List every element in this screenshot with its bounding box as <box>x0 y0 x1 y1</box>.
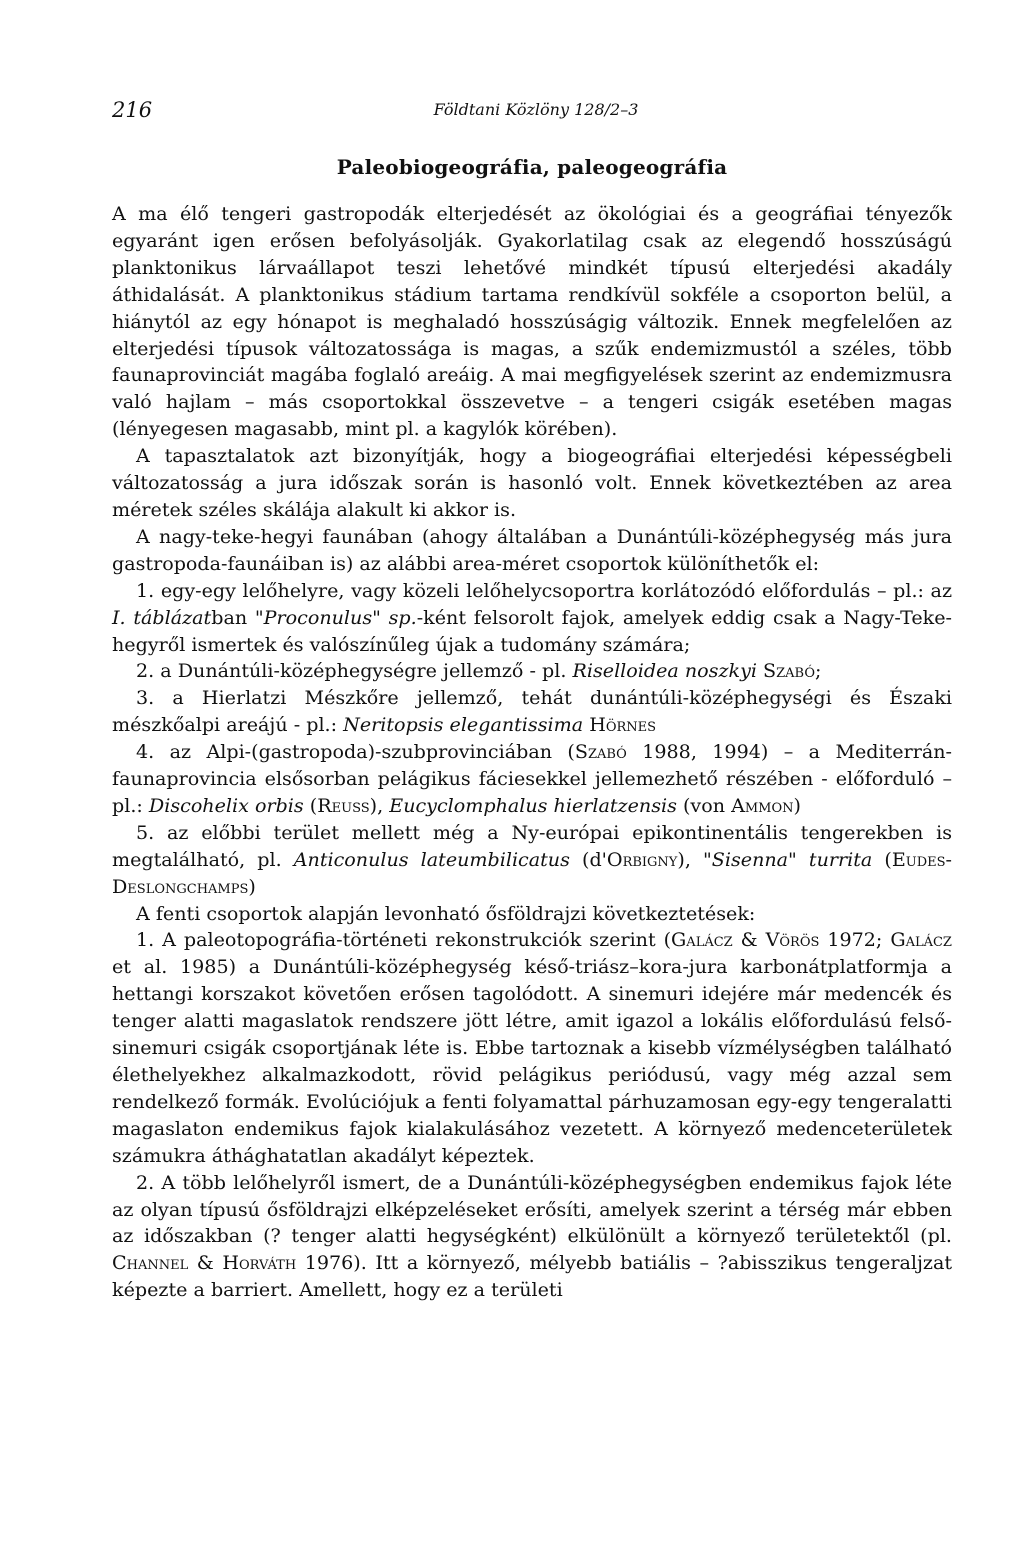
paragraph-area-groups: A nagy-teke-hegyi faunában (ahogy általában a Dunántúli-középhegység más jura gastropoda-faunáiban is) az alábbi area-méret csoportok különíthetők el: <box>112 524 952 575</box>
journal-running-head: Földtani Közlöny 128/2–3 <box>433 100 639 119</box>
list-item-3: 3. a Hierlatzi Mészkőre jellemző, tehát dunántúli-középhegységi és Északi mészkőalpi areájú - pl.: Neritopsis elegantissima Hörnes <box>112 686 952 737</box>
conclusion-2: 2. A több lelőhelyről ismert, de a Dunántúli-középhegységben endemikus fajok léte az olyan típusú ősföldrajzi elképzeléseket erősíti, amelyek szerint a térség már ebben az időszakban (? tenger alatti hegységként) elkülönült a környező területektől (pl. Channel & Horváth 1976). Itt a környező, mélyebb batiális – ?abisszikus tengeraljzat képezte a barriert. Amellett, hogy ez a területi <box>112 1170 952 1302</box>
page <box>112 98 952 1304</box>
list-item-1: 1. egy-egy lelőhelyre, vagy közeli lelőhelycsoportra korlátozódó előfordulás – pl.: az I. táblázatban "Proconulus" sp.-ként felsorolt fajok, amelyek eddig csak a Nagy-Teke-hegyről ismertek és valószínűleg újak a tudomány számára; <box>112 578 952 656</box>
paragraph-intro: A ma élő tengeri gastropodák elterjedését az ökológiai és a geográfiai tényezők egyaránt igen erősen befolyásolják. Gyakorlatilag csak az elegendő hosszúságú planktonikus lárvaállapot teszi lehetővé mindkét típusú elterjedési akadály áthidalását. A planktonikus stádium tartama rendkívül sokféle a csoporton belül, a hiánytól az egy hónapot is meghaladó hosszúságig változik. Ennek megfelelően az elterjedési típusok változatossága is magas, a szűk endemizmustól a széles, több faunaprovinciát magába foglaló areáig. A mai megfigyelések szerint az endemizmusra való hajlam – más csoportokkal összevetve – a tengeri csigák esetében magas (lényegesen magasabb, mint pl. a kagylók körében). <box>112 202 952 441</box>
page-number: 216 <box>112 98 153 122</box>
list-item-2: 2. a Dunántúli-középhegységre jellemző - pl. Riselloidea noszkyi Szabó; <box>136 659 822 683</box>
body-text <box>112 201 952 1304</box>
section-title: Paleobiogeográfia, paleogeográfia <box>336 155 728 179</box>
paragraph-experience: A tapasztalatok azt bizonyítják, hogy a biogeográfiai elterjedési képességbeli változatosság a jura időszak során is hasonló volt. Ennek következtében az area méretek széles skálája alakult ki akkor is. <box>112 444 952 521</box>
list-item-5: 5. az előbbi terület mellett még a Ny-európai epikontinentális tengerekben is megtalálható, pl. Anticonulus lateumbilicatus (d'Orbigny), "Sisenna" turrita (Eudes-Deslongchamps) <box>112 820 952 898</box>
paragraph-conclusions-intro: A fenti csoportok alapján levonható ősföldrajzi következtetések: <box>136 901 756 925</box>
conclusion-1: 1. A paleotopográfia-történeti rekonstrukciók szerint (Galácz & Vörös 1972; Galácz et al. 1985) a Dunántúli-középhegység késő-triász–kora-jura karbonátplatformja a hettangi korszakot követően erősen tagolódott. A sinemuri idejére már medencék és tenger alatti magaslatok rendszere jött létre, amit igazol a lokális előfordulású felső-sinemuri csigák csoportjának léte is. Ebbe tartoznak a kisebb vízmélységben található élethelyekhez alkalmazkodott, rövid pelágikus periódusú, vagy még azzal sem rendelkező formák. Evolúciójuk a fenti folyamattal párhuzamosan egy-egy tengeralatti magaslaton endemikus fajok kialakulásához vezetett. A környező medenceterületek számukra áthághatatlan akadályt képeztek. <box>112 928 952 1167</box>
list-item-4: 4. az Alpi-(gastropoda)-szubprovinciában (Szabó 1988, 1994) – a Mediterrán-faunaprovincia elsősorban pelágikus fáciesekkel jellemezhető részében - előforduló – pl.: Discohelix orbis (Reuss), Eucyclomphalus hierlatzensis (von Ammon) <box>112 740 952 817</box>
page-header <box>112 98 952 132</box>
